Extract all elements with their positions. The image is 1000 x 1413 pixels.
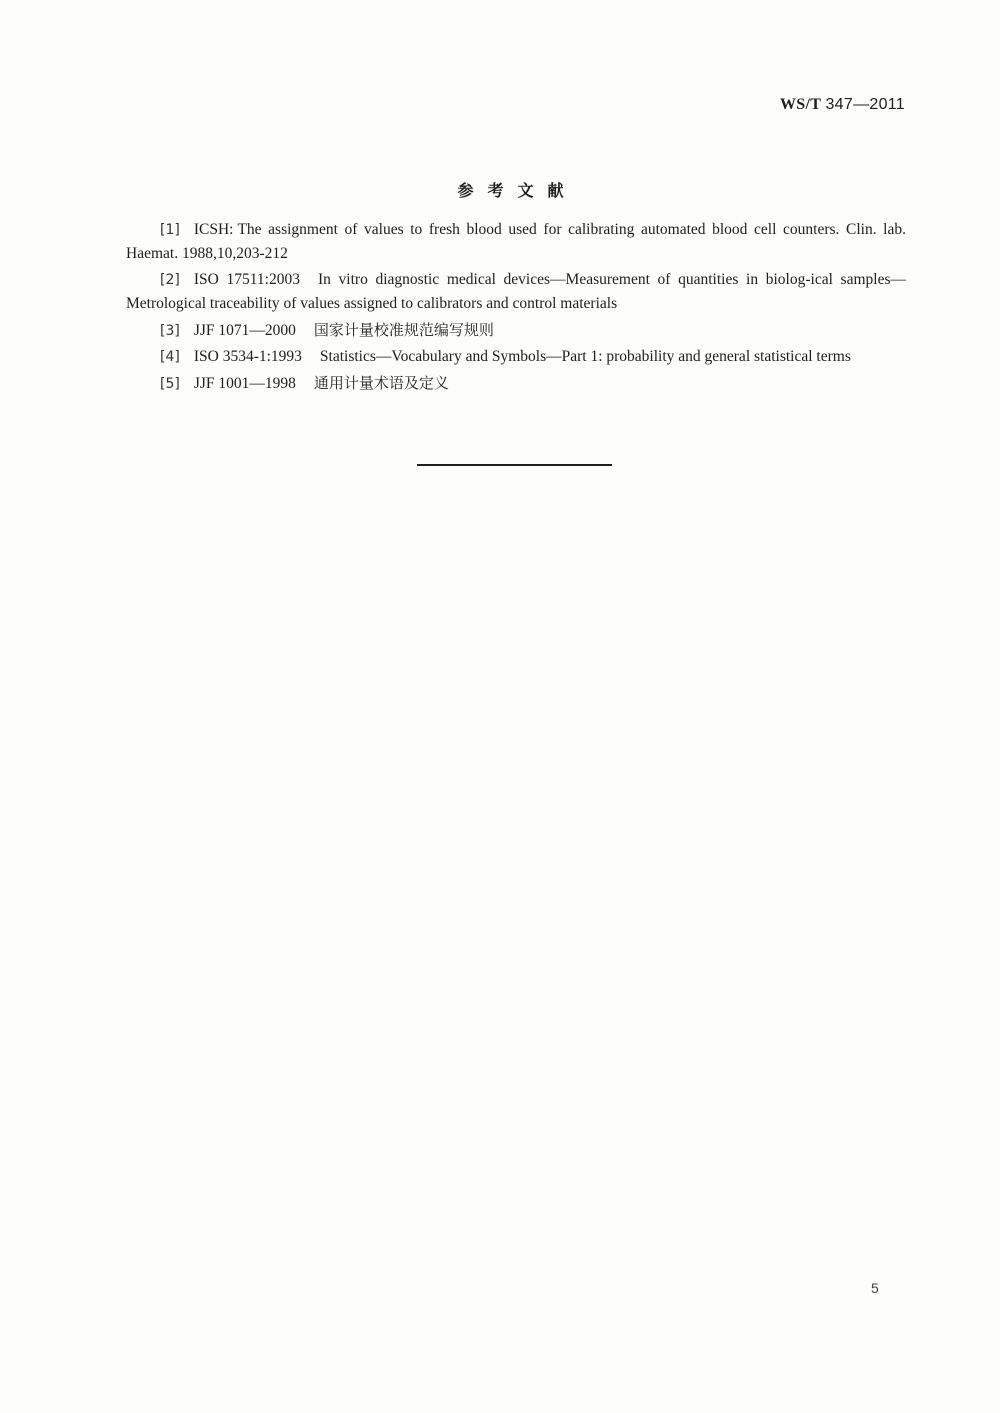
reference-code: JJF 1001—1998 — [193, 375, 296, 392]
document-code — [780, 96, 905, 114]
reference-number: [2] — [160, 272, 180, 288]
reference-item — [126, 345, 906, 369]
document-code-number: 347—2011 — [825, 96, 905, 113]
reference-item — [126, 218, 906, 266]
reference-number: [4] — [160, 349, 180, 365]
end-of-document-rule — [417, 464, 612, 466]
document-code-prefix: WS/T — [779, 96, 822, 113]
section-title-references: 参考文献 — [457, 181, 578, 200]
reference-item — [126, 371, 906, 396]
reference-text: The assignment of values to fresh blood used for calibrating automated blood cell counters. Clin. lab. Haemat. 1988,10,203-212 — [126, 221, 906, 262]
page-number: 5 — [871, 1280, 879, 1296]
reference-item — [126, 268, 906, 316]
reference-code: JJF 1071—2000 — [193, 322, 296, 339]
reference-text: Statistics—Vocabulary and Symbols—Part 1: probability and general statistical terms — [319, 348, 851, 365]
reference-number: [5] — [160, 376, 180, 392]
reference-text: 通用计量术语及定义 — [313, 374, 449, 392]
reference-code: ISO 17511:2003 — [193, 271, 300, 288]
reference-item — [126, 318, 906, 343]
reference-number: [1] — [160, 222, 180, 238]
reference-list — [126, 218, 906, 398]
reference-text: 国家计量校准规范编写规则 — [313, 321, 494, 339]
reference-text: In vitro diagnostic medical devices—Measurement of quantities in biolog-ical samples—Metrological traceability of values assigned to calibrators and control materials — [126, 271, 906, 312]
reference-number: [3] — [160, 323, 180, 339]
reference-code: ISO 3534-1:1993 — [193, 348, 302, 365]
reference-code: ICSH: — [193, 221, 234, 238]
